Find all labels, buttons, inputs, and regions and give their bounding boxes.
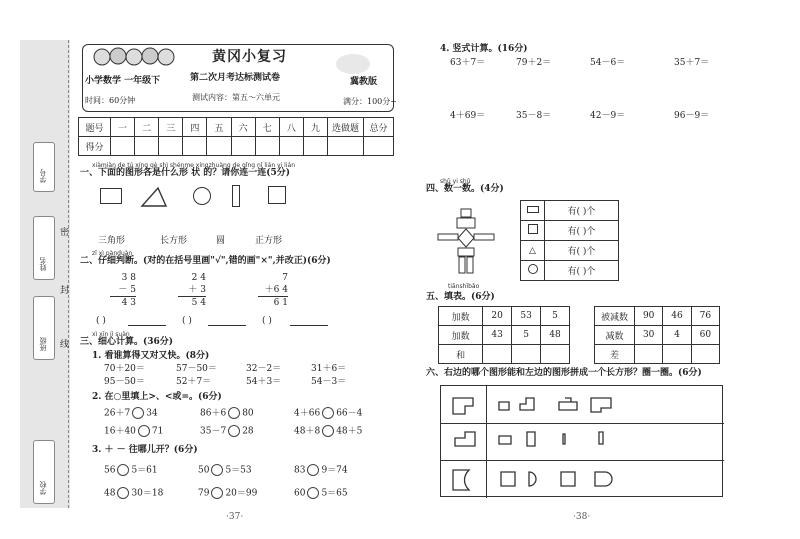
circle-shape[interactable] xyxy=(193,187,211,205)
q6-title: 五、填表。(6分) xyxy=(426,292,495,302)
sign-item[interactable]: 48 30＝18 xyxy=(104,488,164,499)
page-number-left: ·37· xyxy=(226,512,244,522)
table-row: 被减数 90 46 76 xyxy=(595,307,720,326)
table-row[interactable]: 差 xyxy=(595,345,720,364)
full-score: 满分：100分+ xyxy=(343,97,397,106)
table-row: 题号 一 二 三 四 五 六 七 八 九 选做题 总分 xyxy=(79,118,394,137)
puzzle-grid xyxy=(440,385,723,497)
compare-item[interactable]: 16＋40 71 xyxy=(104,426,164,437)
sign-item[interactable]: 60 5＝65 xyxy=(294,488,348,499)
score-table xyxy=(78,117,394,156)
compare-item[interactable]: 26＋7 34 xyxy=(104,408,158,419)
sign-item[interactable]: 83 9＝74 xyxy=(294,465,348,476)
calc-item[interactable]: 54＋3＝ xyxy=(246,377,282,387)
compare-item[interactable]: 86＋6 80 xyxy=(200,408,254,419)
addition-table xyxy=(438,306,570,364)
vertical-calc-item[interactable]: 54－6＝ xyxy=(590,58,626,68)
q2-calc-3: 7 ＋6 4 6 1 xyxy=(258,272,288,309)
label-square[interactable]: 正方形 xyxy=(255,236,283,246)
q2-answer-1[interactable]: ( ) xyxy=(96,316,106,326)
subject-label: 小学数学 一年级下 xyxy=(85,76,161,86)
q2-calc-2: 2 4 ＋ 3 5 4 xyxy=(178,272,206,309)
cut-line xyxy=(68,40,69,508)
compare-item[interactable]: 48＋8 48＋5 xyxy=(294,426,363,437)
calc-item[interactable]: 57－50＝ xyxy=(176,364,217,374)
q2-title: 二、仔细判断。(对的在括号里画"√",错的画"×",并改正)(6分) xyxy=(80,256,331,266)
table-row: 加数 43 5 48 xyxy=(439,326,570,345)
label-circle[interactable]: 圆 xyxy=(216,236,226,246)
cloud-decoration xyxy=(336,54,370,74)
calc-item[interactable]: 95－50＝ xyxy=(104,377,145,387)
q2-answer-2[interactable]: ( ) xyxy=(182,316,192,326)
sign-item[interactable]: 56 5＝61 xyxy=(104,465,158,476)
q3-title: 三、细心计算。(36分) xyxy=(80,337,174,347)
q7-title: 六、右边的哪个图形能和左边的图形拼成一个长方形？圈一圈。(6分) xyxy=(426,368,702,378)
student-id-box[interactable]: 学号 xyxy=(33,142,55,192)
subtraction-table xyxy=(594,306,720,364)
binding-sidebar xyxy=(20,40,70,508)
q3-p2-title: 2. 在○里填上>、<或=。(6分) xyxy=(92,392,222,402)
table-row[interactable]: 有( )个 xyxy=(521,201,619,221)
exam-title: 第二次月考达标测试卷 xyxy=(190,73,281,83)
compare-item[interactable]: 4＋66 66－4 xyxy=(294,408,363,419)
table-row[interactable]: 得分 xyxy=(79,137,394,156)
table-row[interactable]: 有( )个 xyxy=(521,261,619,281)
q2-pinyin: zǐ xì pànduàn xyxy=(92,250,133,257)
calc-item[interactable]: 32－2＝ xyxy=(246,364,282,374)
sign-item[interactable]: 50 5＝53 xyxy=(198,465,252,476)
q2-correction-line-2[interactable] xyxy=(208,325,246,326)
gutter-mi: 密 xyxy=(60,228,70,238)
table-row[interactable]: 有( )个 xyxy=(521,221,619,241)
kids-illustration xyxy=(90,44,180,70)
q3-p3-title: 3. ＋ － 往哪儿开？(6分) xyxy=(92,445,198,455)
robot-figure xyxy=(436,206,496,282)
q5-pinyin: shǔ yi shǔ xyxy=(440,178,471,185)
table-row: 减数 30 4 60 xyxy=(595,326,720,345)
table-row[interactable]: △ 有( )个 xyxy=(521,241,619,261)
q1-title: 一、下面的图形各是什么形 状 的？请你连一连(5分) xyxy=(80,168,291,178)
vertical-calc-item[interactable]: 35＋7＝ xyxy=(674,58,710,68)
robot-caption: tiānshǐbǎo xyxy=(448,283,480,290)
vertical-calc-item[interactable]: 63＋7＝ xyxy=(450,58,486,68)
name-box[interactable]: 姓名 xyxy=(33,216,55,280)
vertical-calc-item[interactable]: 96－9＝ xyxy=(674,111,710,121)
vertical-calc-item[interactable]: 4＋69＝ xyxy=(450,111,486,121)
sign-item[interactable]: 79 20＝99 xyxy=(198,488,258,499)
triangle-shape[interactable] xyxy=(140,186,170,212)
q1-pinyin: xiàmiàn de tú xíng gè shì shénme xíngzhuàng de qǐng nǐ lián yi lián xyxy=(92,162,295,169)
count-table xyxy=(520,200,619,281)
q2-answer-3[interactable]: ( ) xyxy=(262,316,272,326)
test-content: 测试内容：第五～六单元 xyxy=(192,93,280,102)
table-row: 加数 20 53 5 xyxy=(439,307,570,326)
q2-correction-line-1[interactable] xyxy=(128,325,166,326)
vertical-calc-item[interactable]: 79＋2＝ xyxy=(516,58,552,68)
time-label: 时间：60分钟 xyxy=(85,96,136,105)
q3-p1-title: 1. 看谁算得又对又快。(8分) xyxy=(92,351,210,361)
q2-calc-1: 3 8 － 5 4 3 xyxy=(110,272,136,309)
compare-item[interactable]: 35－7 28 xyxy=(200,426,254,437)
q2-correction-line-3[interactable] xyxy=(290,325,328,326)
calc-item[interactable]: 31＋6＝ xyxy=(311,364,347,374)
gutter-feng: 封 xyxy=(60,286,70,296)
vertical-calc-item[interactable]: 35－8＝ xyxy=(516,111,552,121)
edition-label: 冀教版 xyxy=(350,77,378,87)
rectangle-shape[interactable] xyxy=(100,188,122,204)
calc-item[interactable]: 52＋7＝ xyxy=(176,377,212,387)
school-box[interactable]: 学校 xyxy=(33,440,55,504)
square-shape[interactable] xyxy=(268,186,286,204)
brand-logo: 黄冈小复习 xyxy=(212,49,287,65)
calc-item[interactable]: 54－3＝ xyxy=(311,377,347,387)
table-row[interactable]: 和 xyxy=(439,345,570,364)
tall-rectangle-shape[interactable] xyxy=(232,185,240,207)
q3-pinyin: xì xīn jì suàn xyxy=(92,331,130,338)
class-box[interactable]: 班级 xyxy=(33,296,55,360)
q5-title: 四、数一数。(4分) xyxy=(426,184,504,194)
vertical-calc-item[interactable]: 42－9＝ xyxy=(590,111,626,121)
page-number-right: ·38· xyxy=(573,512,591,522)
label-triangle[interactable]: 三角形 xyxy=(98,236,126,246)
label-rectangle[interactable]: 长方形 xyxy=(160,236,188,246)
gutter-xian: 线 xyxy=(60,340,70,350)
q4-title: 4. 竖式计算。(16分) xyxy=(440,44,528,54)
calc-item[interactable]: 70＋20＝ xyxy=(104,364,145,374)
